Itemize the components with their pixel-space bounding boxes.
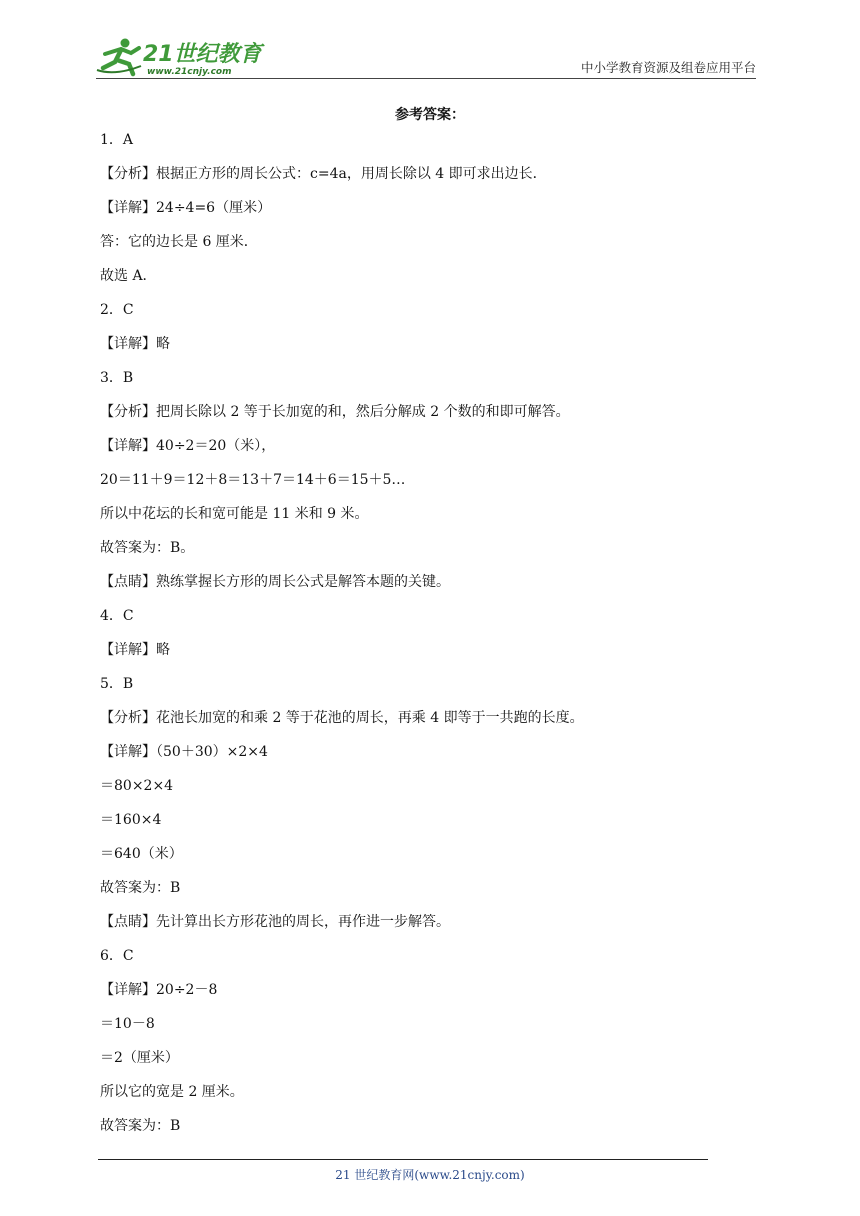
answer-line: 【分析】根据正方形的周长公式：c=4a，用周长除以 4 即可求出边长．: [100, 166, 547, 182]
answer-line: 【分析】花池长加宽的和乘 2 等于花池的周长，再乘 4 即等于一共跑的长度。: [100, 710, 584, 726]
answer-line: 所以它的宽是 2 厘米。: [100, 1084, 244, 1100]
answer-line: ＝2（厘米）: [100, 1050, 179, 1066]
answer-line: 【详解】略: [100, 642, 170, 658]
answer-line: 【点睛】熟练掌握长方形的周长公式是解答本题的关键。: [100, 574, 450, 590]
answer-title: 参考答案：: [395, 107, 465, 123]
runner-logo-icon: [95, 36, 265, 78]
answer-line: 20＝11＋9＝12＋8＝13＋7＝14＋6＝15＋5…: [100, 472, 406, 488]
logo-url: www.21cnjy.com: [147, 67, 232, 77]
answer-line: 【详解】40÷2＝20（米），: [100, 438, 276, 454]
answer-line: 【详解】20÷2－8: [100, 982, 218, 998]
header-tagline: 中小学教育资源及组卷应用平台: [580, 60, 756, 75]
footer-link[interactable]: 21 世纪教育网(www.21cnjy.com): [335, 1168, 525, 1182]
footer-divider: [98, 1159, 708, 1160]
header-divider: [96, 78, 756, 79]
answer-line: 所以中花坛的长和宽可能是 11 米和 9 米。: [100, 506, 369, 522]
answer-line: 【详解】略: [100, 336, 170, 352]
answer-line: ＝640（米）: [100, 846, 183, 862]
answer-line: 【点睛】先计算出长方形花池的周长，再作进一步解答。: [100, 914, 450, 930]
answer-line: 4．C: [100, 608, 134, 624]
answer-line: ＝10－8: [100, 1016, 155, 1032]
answer-line: 故答案为：B。: [100, 540, 195, 556]
answer-line: 故答案为：B: [100, 880, 181, 896]
answer-line: 【详解】24÷4=6（厘米）: [100, 200, 272, 216]
answer-line: 答：它的边长是 6 厘米．: [100, 234, 258, 250]
answer-line: ＝80×2×4: [100, 778, 174, 794]
site-logo: [95, 36, 265, 78]
answer-line: 2．C: [100, 302, 134, 318]
answer-line: 5．B: [100, 676, 134, 692]
answer-line: 1．A: [100, 132, 134, 148]
answer-line: 故答案为：B: [100, 1118, 181, 1134]
answer-line: 3．B: [100, 370, 134, 386]
answer-line: 6．C: [100, 948, 134, 964]
answer-line: 故选 A．: [100, 268, 157, 284]
answer-line: 【详解】（50＋30）×2×4: [100, 744, 268, 760]
answer-line: 【分析】把周长除以 2 等于长加宽的和，然后分解成 2 个数的和即可解答。: [100, 404, 570, 420]
answer-line: ＝160×4: [100, 812, 162, 828]
logo-wordmark: 21世纪教育: [143, 42, 262, 67]
